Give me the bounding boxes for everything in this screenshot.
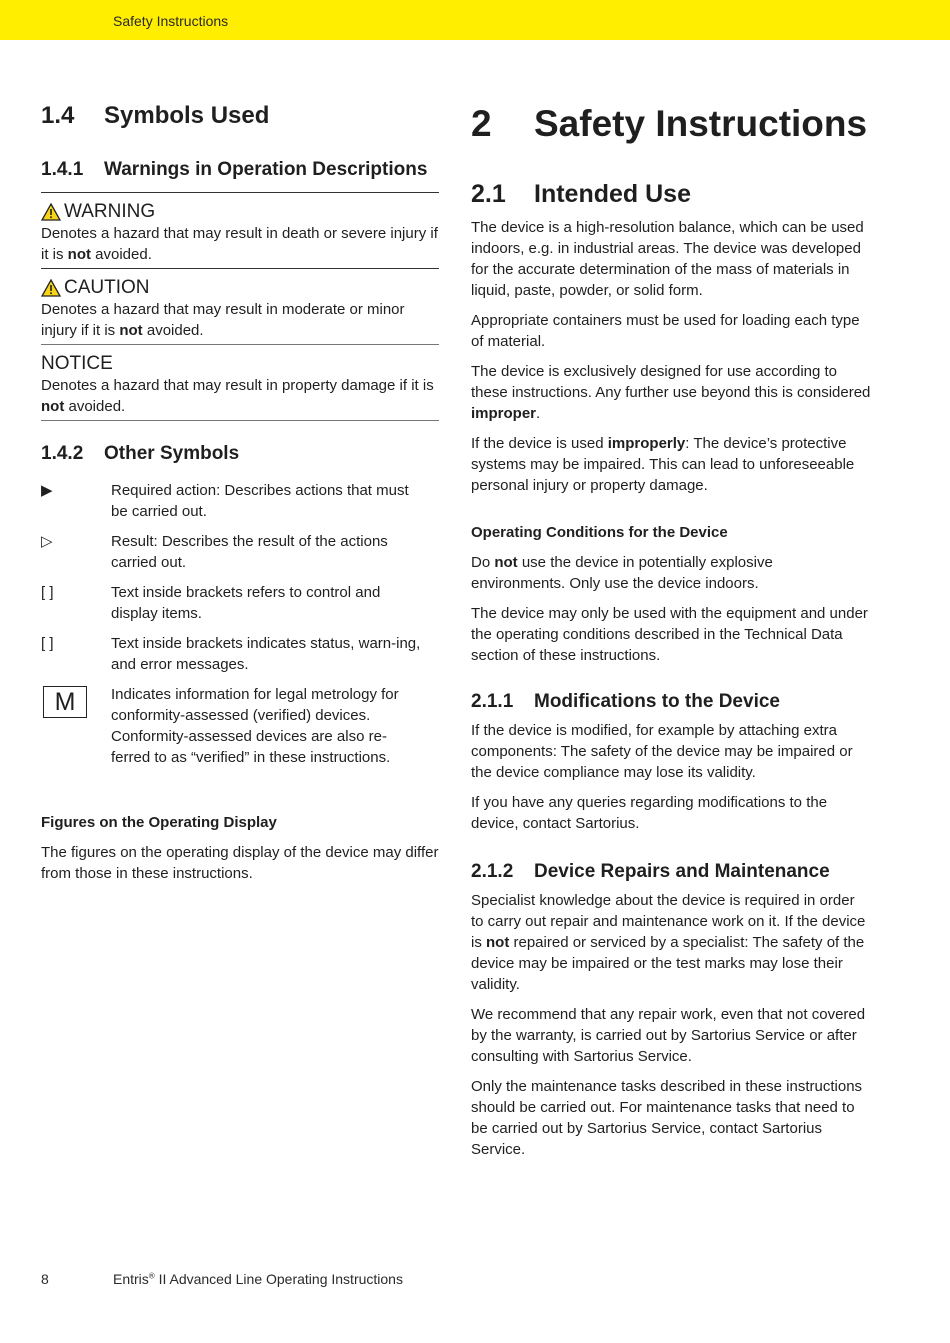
- caution-description: [41, 299, 439, 344]
- repairs-paragraph: Only the maintenance tasks described in these instructions should be carried out. For maintenance tasks that need to be carried out by Sartorius Service, contact Sartorius Service.: [471, 1078, 863, 1158]
- warning-signal: [41, 201, 439, 223]
- emphasis: not: [119, 322, 143, 339]
- section-number: 2: [471, 103, 492, 144]
- section-2-1-1-heading: [471, 690, 871, 714]
- emphasis: not: [41, 398, 65, 415]
- emphasis: improper: [471, 405, 537, 422]
- operating-conditions-heading: Operating Conditions for the Device: [471, 524, 728, 541]
- section-1-4-heading: [41, 98, 439, 134]
- emphasis: not: [486, 934, 510, 951]
- text: : The device’s protective systems may be impaired. This can lead to unforeseeable personal injury or property damage.: [471, 435, 855, 494]
- text: avoided.: [91, 246, 152, 263]
- text: avoided.: [64, 398, 126, 415]
- section-title: Intended Use: [534, 180, 691, 208]
- intended-use-paragraph: [471, 433, 871, 496]
- section-number: 1.4.2: [41, 443, 84, 464]
- divider: [41, 420, 439, 421]
- intended-use-paragraph: The device is a high-resolution balance, which can be used indoors, e.g. in industrial areas. The device was developed for the accurate determination of the mass of materials in liquid, paste, powder, or solid form.: [471, 219, 864, 299]
- operating-conditions-paragraph: The device may only be used with the equipment and under the operating conditions described in the Technical Data section of these instructions.: [471, 605, 868, 664]
- emphasis: not: [494, 554, 518, 571]
- footer-document-title: [113, 1271, 403, 1287]
- header-title: Safety Instructions: [113, 13, 229, 29]
- text: Denotes a hazard that may result in death or severe injury if it is: [41, 225, 438, 263]
- symbol-description: Result: Describes the result of the actions carried out.: [111, 533, 388, 571]
- caution-signal: [41, 277, 439, 299]
- section-number: 2.1.1: [471, 691, 514, 712]
- warning-description: [41, 223, 439, 268]
- divider: [41, 268, 439, 269]
- chapter-2-heading: [471, 99, 871, 149]
- notice-signal: [41, 353, 439, 375]
- intended-use-paragraph: Appropriate containers must be used for loading each type of material.: [471, 312, 860, 350]
- emphasis: improperly: [607, 435, 686, 452]
- notice-label: NOTICE: [41, 353, 113, 374]
- symbol-description: Indicates information for legal metrology for conformity-assessed (verified) devices. Conformity-assessed devices are also re-ferred to as “verified” in these instructions.: [111, 686, 399, 766]
- warning-triangle-icon: [41, 203, 61, 221]
- brackets-icon: [ ]: [41, 584, 54, 601]
- text: .: [536, 405, 541, 422]
- modifications-paragraph: If the device is modified, for example by attaching extra components: The safety of the device may be impaired or the device compliance may lose its validity.: [471, 722, 853, 781]
- text: Denotes a hazard that may result in moderate or minor injury if it is: [41, 301, 405, 339]
- action-arrow-icon: ▶: [41, 482, 53, 499]
- section-number: 2.1: [471, 180, 506, 208]
- registered-mark: ®: [148, 1271, 155, 1281]
- brackets-icon: [ ]: [41, 635, 54, 652]
- notice-description: [41, 375, 439, 420]
- right-column: [471, 99, 871, 1160]
- section-title: Device Repairs and Maintenance: [534, 861, 830, 882]
- caution-label: CAUTION: [64, 277, 150, 298]
- symbol-description: Text inside brackets indicates status, warn-ing, and error messages.: [111, 635, 421, 673]
- section-title: Warnings in Operation Descriptions: [104, 159, 428, 180]
- divider: [41, 344, 439, 345]
- section-number: 2.1.2: [471, 861, 514, 882]
- section-title: Other Symbols: [104, 443, 240, 464]
- repairs-paragraph: [471, 890, 871, 995]
- metrology-m-icon: M: [43, 686, 87, 718]
- divider: [41, 192, 439, 193]
- symbol-row: [41, 480, 439, 522]
- symbol-row: [41, 684, 439, 768]
- section-1-4-1-heading: [41, 158, 439, 182]
- symbol-row: [41, 531, 439, 573]
- section-title: Safety Instructions: [534, 103, 868, 144]
- repairs-paragraph: We recommend that any repair work, even that not covered by the warranty, is carried out by Sartorius Service or after consulting with Sartorius Service.: [471, 1006, 866, 1065]
- text: Denotes a hazard that may result in property damage if it is: [41, 377, 434, 394]
- text: avoided.: [142, 322, 204, 339]
- figures-heading: Figures on the Operating Display: [41, 814, 277, 831]
- section-1-4-2-heading: [41, 442, 439, 466]
- warning-triangle-icon: [41, 279, 61, 297]
- page-number: 8: [41, 1271, 49, 1287]
- doc-title: II Advanced Line Operating Instructions: [154, 1271, 403, 1287]
- text: If the device is used: [471, 435, 608, 452]
- section-2-1-heading: [471, 177, 871, 211]
- section-number: 1.4.1: [41, 159, 84, 180]
- text: Do: [471, 554, 495, 571]
- text: repaired or serviced by a specialist: The safety of the device may be impaired or the test marks may lose their validity.: [471, 934, 865, 993]
- symbol-cell: [41, 684, 111, 768]
- header-bar: [0, 0, 950, 40]
- warning-label: WARNING: [64, 201, 156, 222]
- text: Specialist knowledge about the device is required in order to carry out repair and maintenance work on it. If the device is: [471, 892, 866, 951]
- section-title: Modifications to the Device: [534, 691, 780, 712]
- symbol-description: Required action: Describes actions that must be carried out.: [111, 482, 409, 520]
- symbol-list: [41, 480, 439, 768]
- symbol-row: [41, 582, 439, 624]
- brand: Entris: [113, 1271, 149, 1287]
- figures-text: The figures on the operating display of the device may differ from those in these instructions.: [41, 844, 439, 882]
- symbol-description: Text inside brackets refers to control and display items.: [111, 584, 381, 622]
- operating-conditions-paragraph: [471, 552, 871, 594]
- result-arrow-icon: ▷: [41, 533, 53, 550]
- symbol-row: [41, 633, 439, 675]
- left-column: [41, 98, 439, 884]
- text: use the device in potentially explosive environments. Only use the device indoors.: [471, 554, 773, 592]
- text: The device is exclusively designed for use according to these instructions. Any further use beyond this is considered: [471, 363, 871, 401]
- section-2-1-2-heading: [471, 860, 871, 884]
- intended-use-paragraph: [471, 361, 871, 424]
- modifications-paragraph: If you have any queries regarding modifications to the device, contact Sartorius.: [471, 794, 828, 832]
- section-number: 1.4: [41, 102, 75, 129]
- section-title: Symbols Used: [104, 102, 270, 129]
- emphasis: not: [67, 246, 91, 263]
